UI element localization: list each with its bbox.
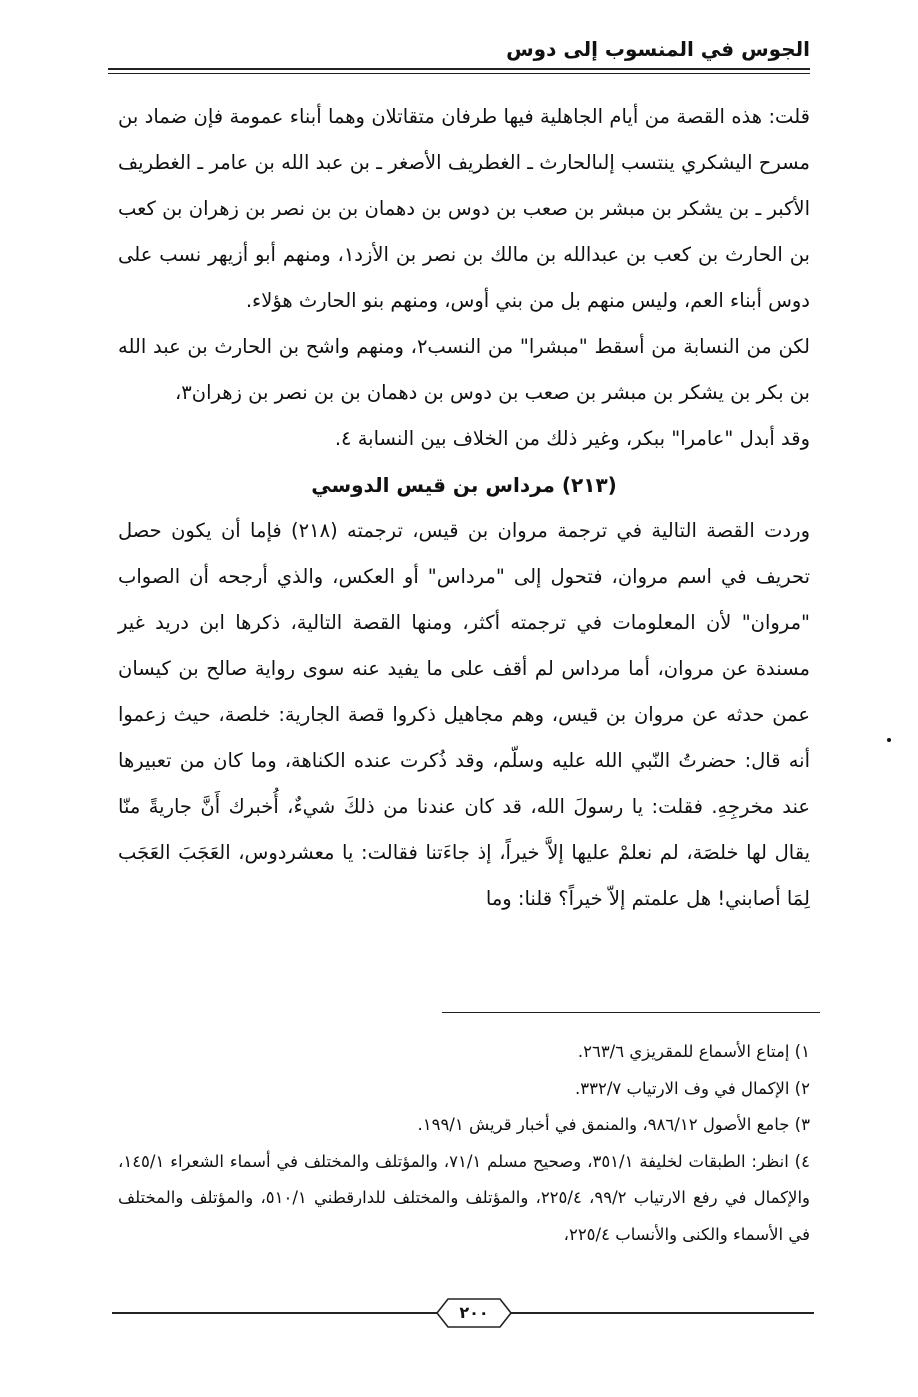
paragraph-1: قلت: هذه القصة من أيام الجاهلية فيها طرفان متقاتلان وهما أبناء عمومة فإن ضماد بن مسرح اليشكري ينتسب إلىالحارث ـ الغطريف الأصغر ـ بن عبد الله بن عامر ـ الغطريف الأكبر ـ بن يشكر بن مبشر بن صعب بن دوس بن دهمان بن بن نصر بن زهران بن كعب بن الحارث بن كعب بن عبدالله بن مالك بن نصر بن الأزد١، ومنهم أبو أزيهر نسب على دوس أبناء العم، وليس منهم بل من بني أوس، ومنهم بنو الحارث هؤلاء. (118, 105, 810, 312)
footer-rule-left (112, 1312, 440, 1314)
footer-rule-right (508, 1312, 814, 1314)
footnote-4: ٤) انظر: الطبقات لخليفة ٣٥١/١، وصحيح مسلم ٧١/١، والمؤتلف والمختلف في أسماء الشعراء ١٤٥/١، والإكمال في رفع الارتياب ٩٩/٢، ٢٢٥/٤، والمؤتلف والمختلف للدارقطني ٥١٠/١، والمؤتلف والمختلف في الأسماء والكنى والأنساب ٢٢٥/٤، (118, 1151, 810, 1244)
header-rule-thick (108, 68, 810, 70)
margin-dot (887, 738, 891, 742)
footnote-1: ١) إمتاع الأسماع للمقريزي ٢٦٣/٦. (577, 1042, 810, 1061)
page-number: ٢٠٠ (459, 1303, 489, 1322)
entry-heading: (٢١٣) مرداس بن قيس الدوسي (311, 473, 617, 497)
footnotes (118, 1034, 810, 1253)
header-rule-thin (108, 73, 810, 74)
paragraph-3: وقد أبدل "عامرا" ببكر، وغير ذلك من الخلاف بين النسابة ٤. (334, 427, 810, 450)
footnote-3: ٣) جامع الأصول ٩٨٦/١٢، والمنمق في أخبار قريش ١٩٩/١. (417, 1115, 810, 1134)
main-text (118, 94, 810, 922)
paragraph-2: لكن من النسابة من أسقط "مبشرا" من النسب٢، ومنهم واشح بن الحارث بن عبد الله بن بكر بن يشكر بن مبشر بن صعب بن دوس بن دهمان بن بن نصر بن زهران٣، (118, 335, 810, 404)
page-number-frame (436, 1298, 512, 1328)
entry-text: وردت القصة التالية في ترجمة مروان بن قيس، ترجمته (٢١٨) فإما أن يكون حصل تحريف في اسم مروان، فتحول إلى "مرداس" أو العكس، والذي أرجحه أن الصواب "مروان" لأن المعلومات في ترجمته أكثر، ومنها القصة التالية، ذكرها ابن دريد غير مسندة عن مروان، أما مرداس لم أقف على ما يفيد عنه سوى رواية صالح بن كيسان عمن حدثه عن مروان بن قيس، وهم مجاهيل ذكروا قصة الجارية: خلصة، حيث زعموا أنه قال: حضرتُ النّبي الله عليه وسلّم، وقد ذُكرت عنده الكناهة، وما كان من تعبيرها عند مخرجِهِ. فقلت: يا رسولَ الله، قد كان عندنا من ذلكَ شيءٌ، أُخبرك أَنَّ جاريةً منّا يقال لها خلصَة، لم نعلمْ عليها إلاَّ خيراً، إذ جاءَتنا فقالت: يا معشردوس، العَجَبَ العَجَب لِمَا أصابني! هل علمتم إلاّ خيراً؟ قلنا: وما (118, 519, 810, 910)
footnote-separator (442, 1012, 820, 1013)
footnote-2: ٢) الإكمال في وف الارتياب ٣٣٢/٧. (574, 1078, 810, 1098)
running-title: الجوس في المنسوب إلى دوس (506, 37, 810, 61)
